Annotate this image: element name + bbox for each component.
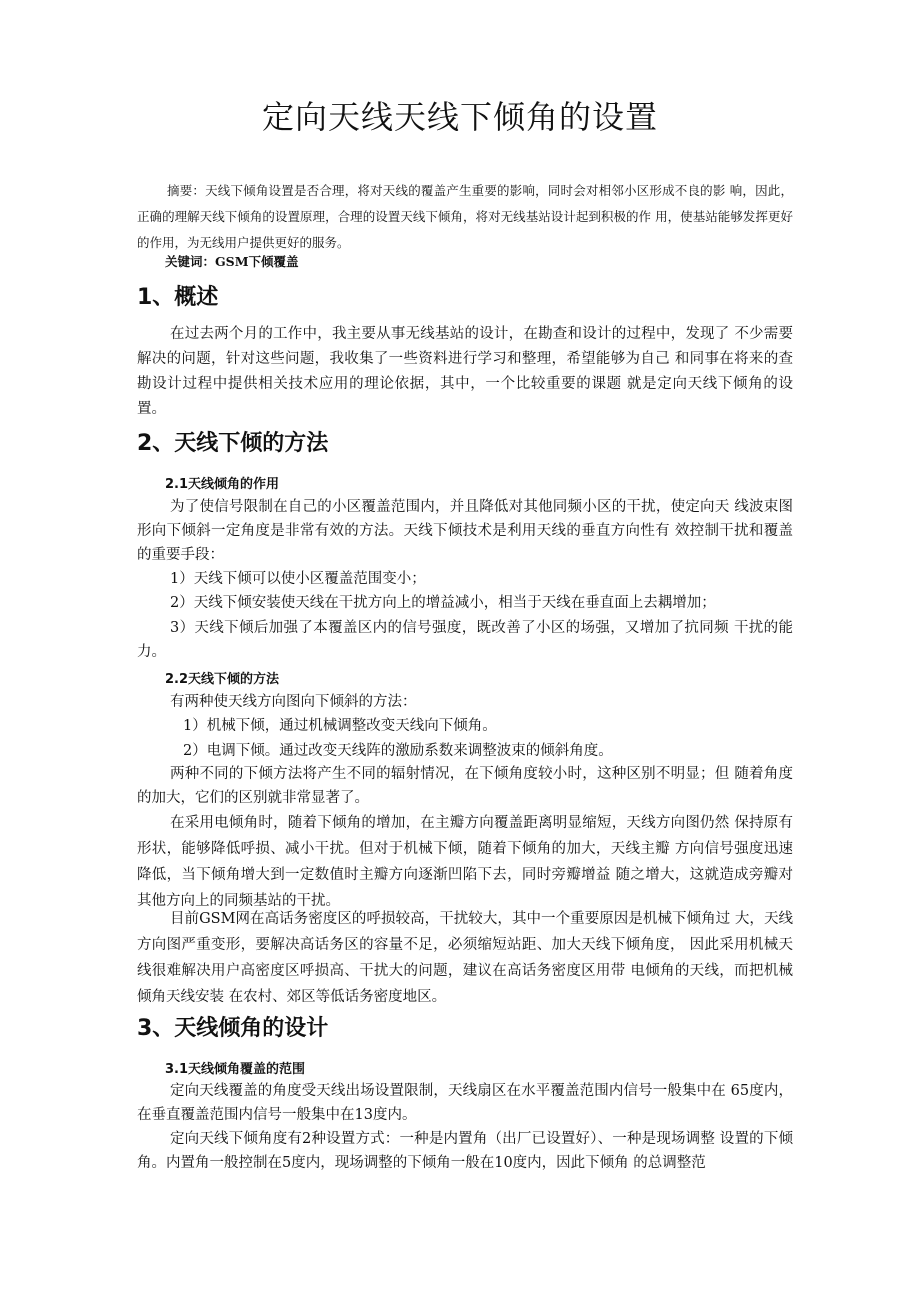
section-2-2-heading: 2.2天线下倾的方法	[165, 672, 280, 687]
section-2-2-paragraph-1: 有两种使天线方向图向下倾斜的方法：	[170, 694, 417, 710]
section-2-2-item-1: 1）机械下倾，通过机械调整改变天线向下倾角。	[183, 718, 497, 734]
section-2-2-paragraph-2: 两种不同的下倾方法将产生不同的辐射情况，在下倾角度较小时，这种区别不明显；但 随着角度的加大，它们的区别就非常显著了。	[137, 766, 793, 806]
section-2-1-item-3: 3）天线下倾后加强了本覆盖区内的信号强度，既改善了小区的场强，又增加了抗同频 干扰的能力。	[137, 620, 793, 660]
section-1-paragraph: 在过去两个月的工作中，我主要从事无线基站的设计，在勘查和设计的过程中，发现了 不少需要解决的问题，针对这些问题，我收集了一些资料进行学习和整理，希望能够为自己 和同事在将来的查勘设计过程中提供相关技术应用的理论依据，其中，一个比较重要的课题 就是定向天线下倾角的设置。	[137, 326, 793, 417]
section-3-1-heading: 3.1天线倾角覆盖的范围	[165, 1062, 306, 1077]
section-2-1-heading: 2.1天线倾角的作用	[165, 477, 280, 492]
section-2-2-paragraph-4: 目前GSM网在高话务密度区的呼损较高，干扰较大，其中一个重要原因是机械下倾角过 大，天线方向图严重变形，要解决高话务区的容量不足，必须缩短站距、加大天线下倾角度， 因此采用机械天线很难解决用户高密度区呼损高、干扰大的问题，建议在高话务密度区用带 电倾角的天线，而把机械倾角天线安装 在农村、郊区等低话务密度地区。	[137, 911, 794, 1005]
section-2-1-item-2: 2）天线下倾安装使天线在干扰方向上的增益减小，相当于天线在垂直面上去耦增加；	[170, 595, 716, 611]
keywords: 关键词：GSM下倾覆盖	[165, 254, 299, 269]
section-3-heading: 3、天线倾角的设计	[137, 1016, 329, 1041]
section-2-1-paragraph: 为了使信号限制在自己的小区覆盖范围内，并且降低对其他同频小区的干扰，使定向天 线波束图形向下倾斜一定角度是非常有效的方法。天线下倾技术是利用天线的垂直方向性有 效控制干扰和覆盖的重要手段：	[137, 499, 793, 563]
section-3-1-paragraph-1: 定向天线覆盖的角度受天线出场设置限制，天线扇区在水平覆盖范围内信号一般集中在 65度内，在垂直覆盖范围内信号一般集中在13度内。	[137, 1083, 793, 1123]
section-2-heading: 2、天线下倾的方法	[137, 431, 329, 456]
abstract: 摘要：天线下倾角设置是否合理，将对天线的覆盖产生重要的影响，同时会对相邻小区形成不良的影 响，因此，正确的理解天线下倾角的设置原理，合理的设置天线下倾角，将对无线基站设计起到积极的作 用，使基站能够发挥更好的作用，为无线用户提供更好的服务。	[137, 183, 793, 250]
document-title: 定向天线天线下倾角的设置	[261, 98, 658, 136]
section-2-2-paragraph-3: 在采用电倾角时，随着下倾角的增加，在主瓣方向覆盖距离明显缩短，天线方向图仍然 保持原有形状，能够降低呼损、减小干扰。但对于机械下倾，随着下倾角的加大，天线主瓣 方向信号强度迅速降低，当下倾角增大到一定数值时主瓣方向逐渐凹陷下去，同时旁瓣增益 随之增大，这就造成旁瓣对其他方向上的同频基站的干扰。	[137, 815, 793, 909]
section-2-2-item-2: 2）电调下倾。通过改变天线阵的激励系数来调整波束的倾斜角度。	[183, 743, 613, 759]
section-2-1-item-1: 1）天线下倾可以使小区覆盖范围变小；	[170, 571, 426, 587]
section-3-1-paragraph-2: 定向天线下倾角度有2种设置方式：一种是内置角（出厂已设置好）、一种是现场调整 设置的下倾角。内置角一般控制在5度内，现场调整的下倾角一般在10度内，因此下倾角 的总调整范	[137, 1131, 793, 1171]
section-1-heading: 1、概述	[137, 285, 219, 310]
